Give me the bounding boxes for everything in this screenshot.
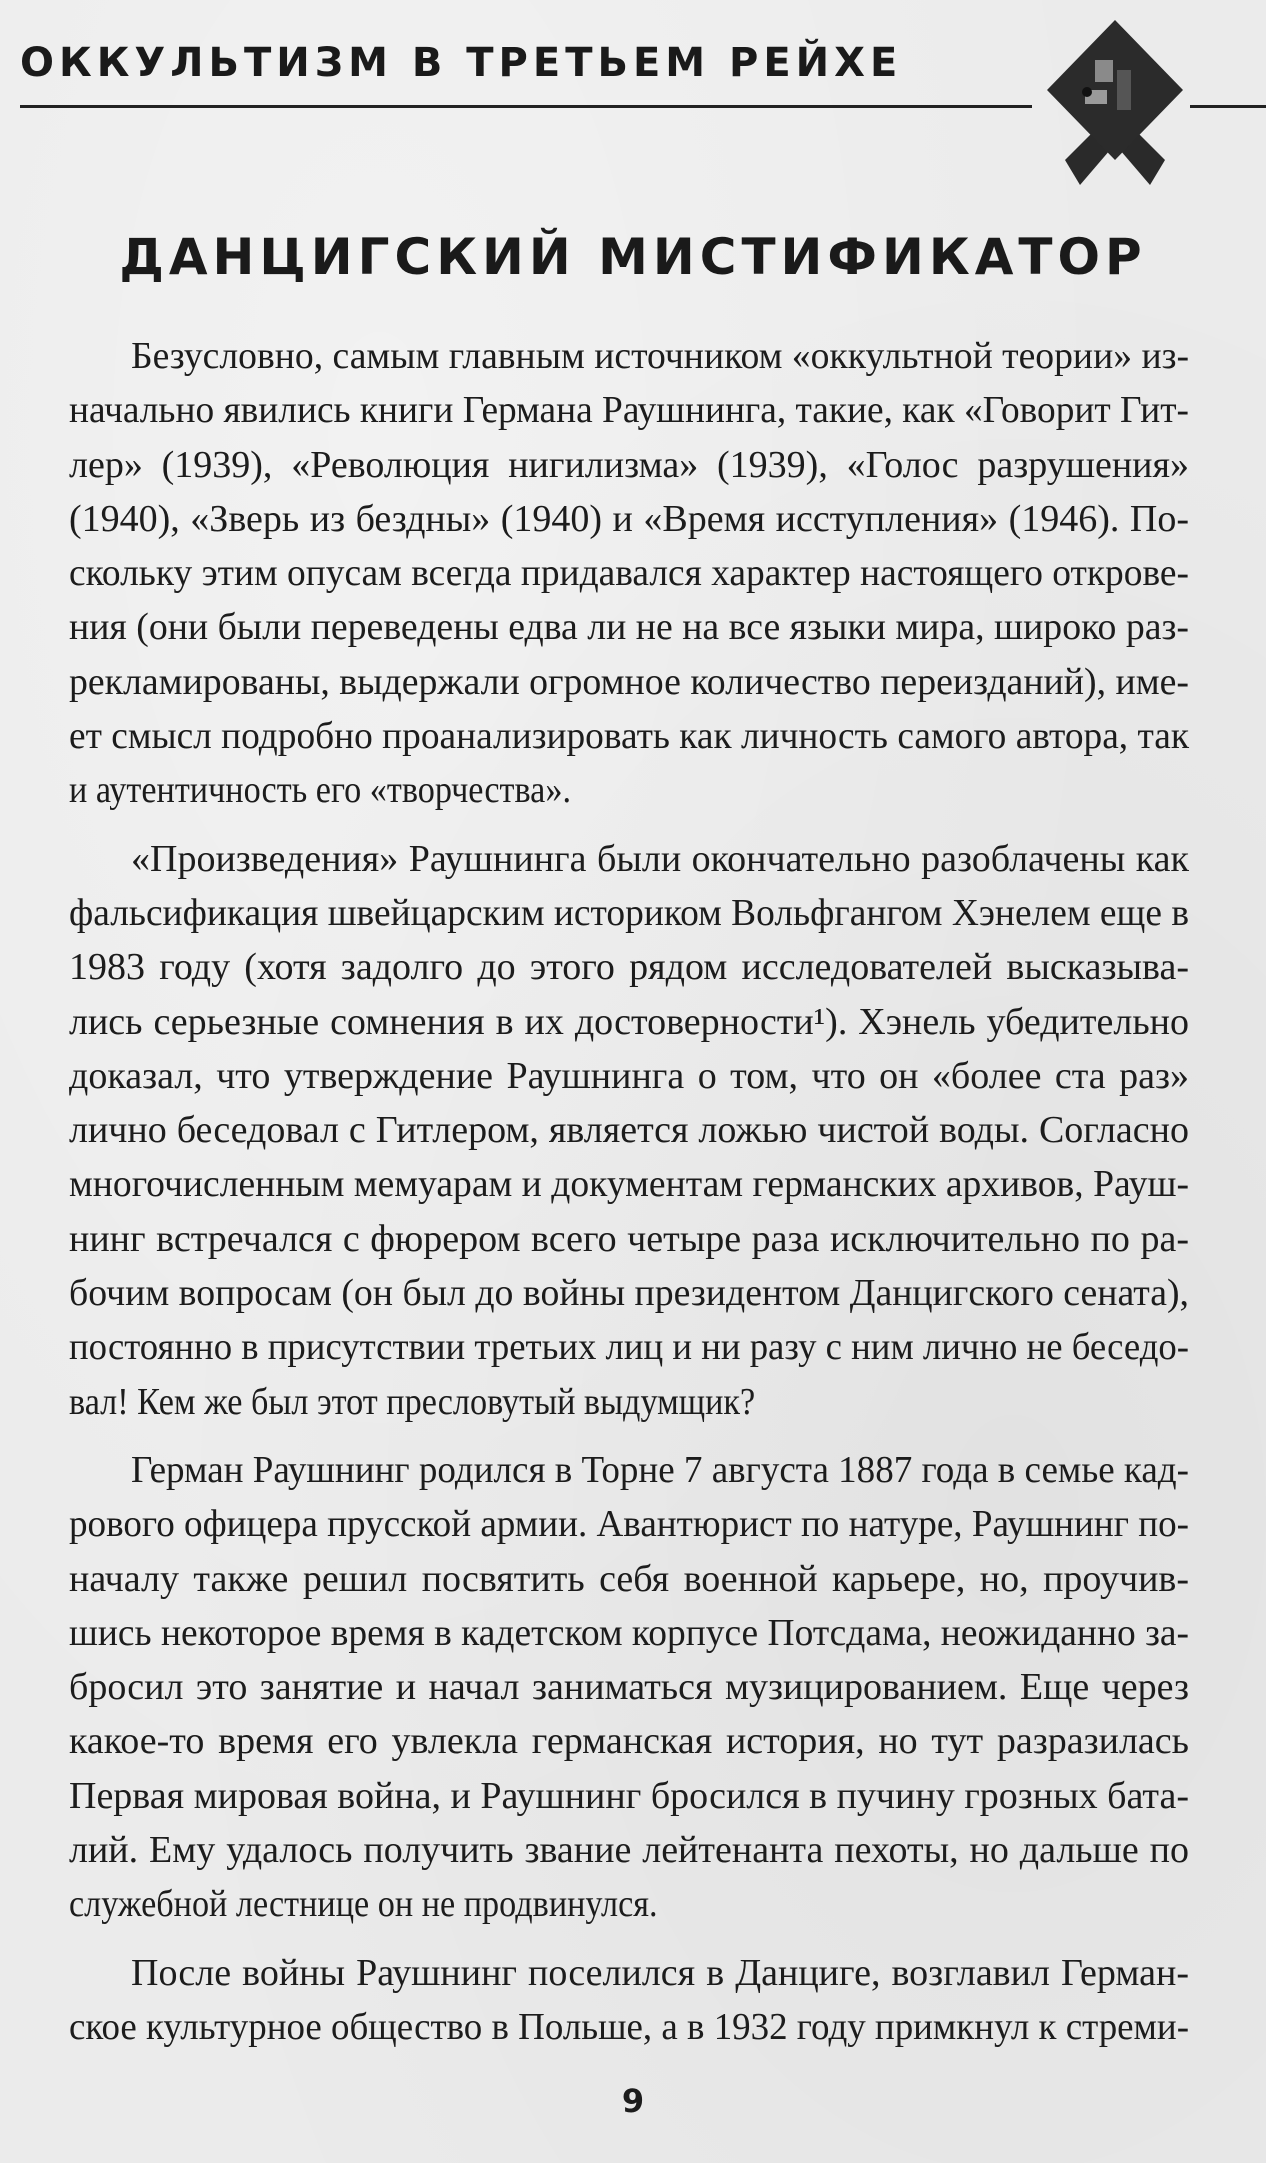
text-line-content: какое-то время его увлекла германская история, но тут разразилась — [69, 1720, 1189, 1763]
text-line — [69, 995, 1189, 1049]
text-line — [69, 438, 1189, 492]
page-number: 9 — [621, 2082, 645, 2120]
text-line-content: постоянно в присутствии третьих лиц и ни разу с ним лично не беседо- — [69, 1326, 1189, 1369]
text-line — [69, 383, 1189, 437]
text-line — [69, 329, 1189, 383]
text-line-content: После войны Раушнинг поселился в Данциге, возглавил Герман- — [131, 1951, 1189, 1994]
header-rule-right — [1190, 105, 1266, 108]
text-line-content: Герман Раушнинг родился в Торне 7 августа 1887 года в семье кад- — [131, 1448, 1189, 1491]
text-line — [69, 1157, 1189, 1211]
text-line-content: и аутентичность его «творчества». — [69, 769, 572, 812]
text-line-content: лично беседовал с Гитлером, является ложью чистой воды. Согласно — [69, 1109, 1189, 1152]
text-line — [69, 832, 1189, 886]
text-line-content: нинг встречался с фюрером всего четыре раза исключительно по ра- — [69, 1217, 1189, 1260]
text-line — [69, 1946, 1189, 2000]
text-line-content: рового офицера прусской армии. Авантюрист по натуре, Раушнинг по- — [69, 1503, 1189, 1546]
text-line-content: вал! Кем же был этот пресловутый выдумщик? — [69, 1380, 756, 1423]
text-line-content: лер» (1939), «Революция нигилизма» (1939), «Голос разрушения» — [69, 443, 1189, 486]
text-line-content: фальсификация швейцарским историком Вольфгангом Хэнелем еще в — [69, 891, 1189, 934]
text-line-content: многочисленным мемуарам и документам германских архивов, Рауш- — [69, 1163, 1189, 1206]
text-line — [69, 1606, 1189, 1660]
text-line — [69, 1497, 1189, 1551]
text-line-content: шись некоторое время в кадетском корпусе Потсдама, неожиданно за- — [69, 1611, 1189, 1654]
running-header-title: ОККУЛЬТИЗМ В ТРЕТЬЕМ РЕЙХЕ — [20, 40, 903, 86]
body-text — [69, 329, 1189, 2054]
text-line-content: (1940), «Зверь из бездны» (1940) и «Время исступления» (1946). По- — [69, 497, 1189, 540]
paragraph — [69, 1946, 1189, 2055]
text-line — [69, 1552, 1189, 1606]
text-line — [69, 492, 1189, 546]
text-line — [69, 1266, 1189, 1320]
text-line — [69, 1823, 1189, 1877]
text-line — [69, 1714, 1189, 1768]
text-line-content: «Произведения» Раушнинга были окончательно разоблачены как — [131, 837, 1189, 880]
paragraph — [69, 329, 1189, 818]
paragraph — [69, 1443, 1189, 1932]
text-line — [69, 655, 1189, 709]
text-line — [69, 1375, 1189, 1429]
text-line-content: служебной лестнице он не продвинулся. — [69, 1883, 658, 1926]
paragraph — [69, 832, 1189, 1429]
text-line-content: Безусловно, самым главным источником «оккультной теории» из- — [131, 335, 1189, 377]
text-line-content: бросил это занятие и начал заниматься музицированием. Еще через — [69, 1666, 1189, 1709]
text-line — [69, 1212, 1189, 1266]
text-line — [69, 1320, 1189, 1374]
text-line — [69, 1769, 1189, 1823]
text-line-content: ское культурное общество в Польше, а в 1932 году примкнул к стреми- — [69, 2005, 1189, 2048]
text-line-content: ния (они были переведены едва ли не на все языки мира, широко раз- — [69, 606, 1189, 649]
text-line — [69, 1103, 1189, 1157]
chapter-title: ДАНЦИГСКИЙ МИСТИФИКАТОР — [119, 228, 1147, 286]
text-line — [69, 1660, 1189, 1714]
diamond-emblem-icon — [1035, 10, 1195, 195]
text-line — [69, 940, 1189, 994]
text-line-content: 1983 году (хотя задолго до этого рядом исследователей высказыва- — [69, 946, 1189, 989]
text-line-content: скольку этим опусам всегда придавался характер настоящего открове- — [69, 552, 1189, 595]
text-line — [69, 886, 1189, 940]
text-line — [69, 1049, 1189, 1103]
text-line-content: началу также решил посвятить себя военной карьере, но, проучив- — [69, 1557, 1189, 1600]
text-line — [69, 546, 1189, 600]
text-line-content: рекламированы, выдержали огромное количество переизданий), име- — [69, 660, 1189, 703]
text-line — [69, 1443, 1189, 1497]
header-rule-left — [20, 105, 1032, 108]
text-line-content: бочим вопросам (он был до войны президентом Данцигского сената), — [69, 1272, 1189, 1315]
text-line — [69, 600, 1189, 654]
text-line — [69, 1877, 1189, 1931]
text-line — [69, 709, 1189, 763]
text-line-content: начально явились книги Германа Раушнинга, такие, как «Говорит Гит- — [69, 389, 1189, 432]
text-line — [69, 2000, 1189, 2054]
text-line-content: ет смысл подробно проанализировать как личность самого автора, так — [69, 715, 1189, 758]
text-line-content: Первая мировая война, и Раушнинг бросился в пучину грозных бата- — [69, 1774, 1189, 1817]
text-line-content: доказал, что утверждение Раушнинга о том, что он «более ста раз» — [69, 1054, 1189, 1097]
text-line-content: лий. Ему удалось получить звание лейтенанта пехоты, но дальше по — [69, 1829, 1189, 1872]
text-line-content: лись серьезные сомнения в их достоверности¹). Хэнель убедительно — [69, 1000, 1189, 1043]
text-line — [69, 763, 1189, 817]
